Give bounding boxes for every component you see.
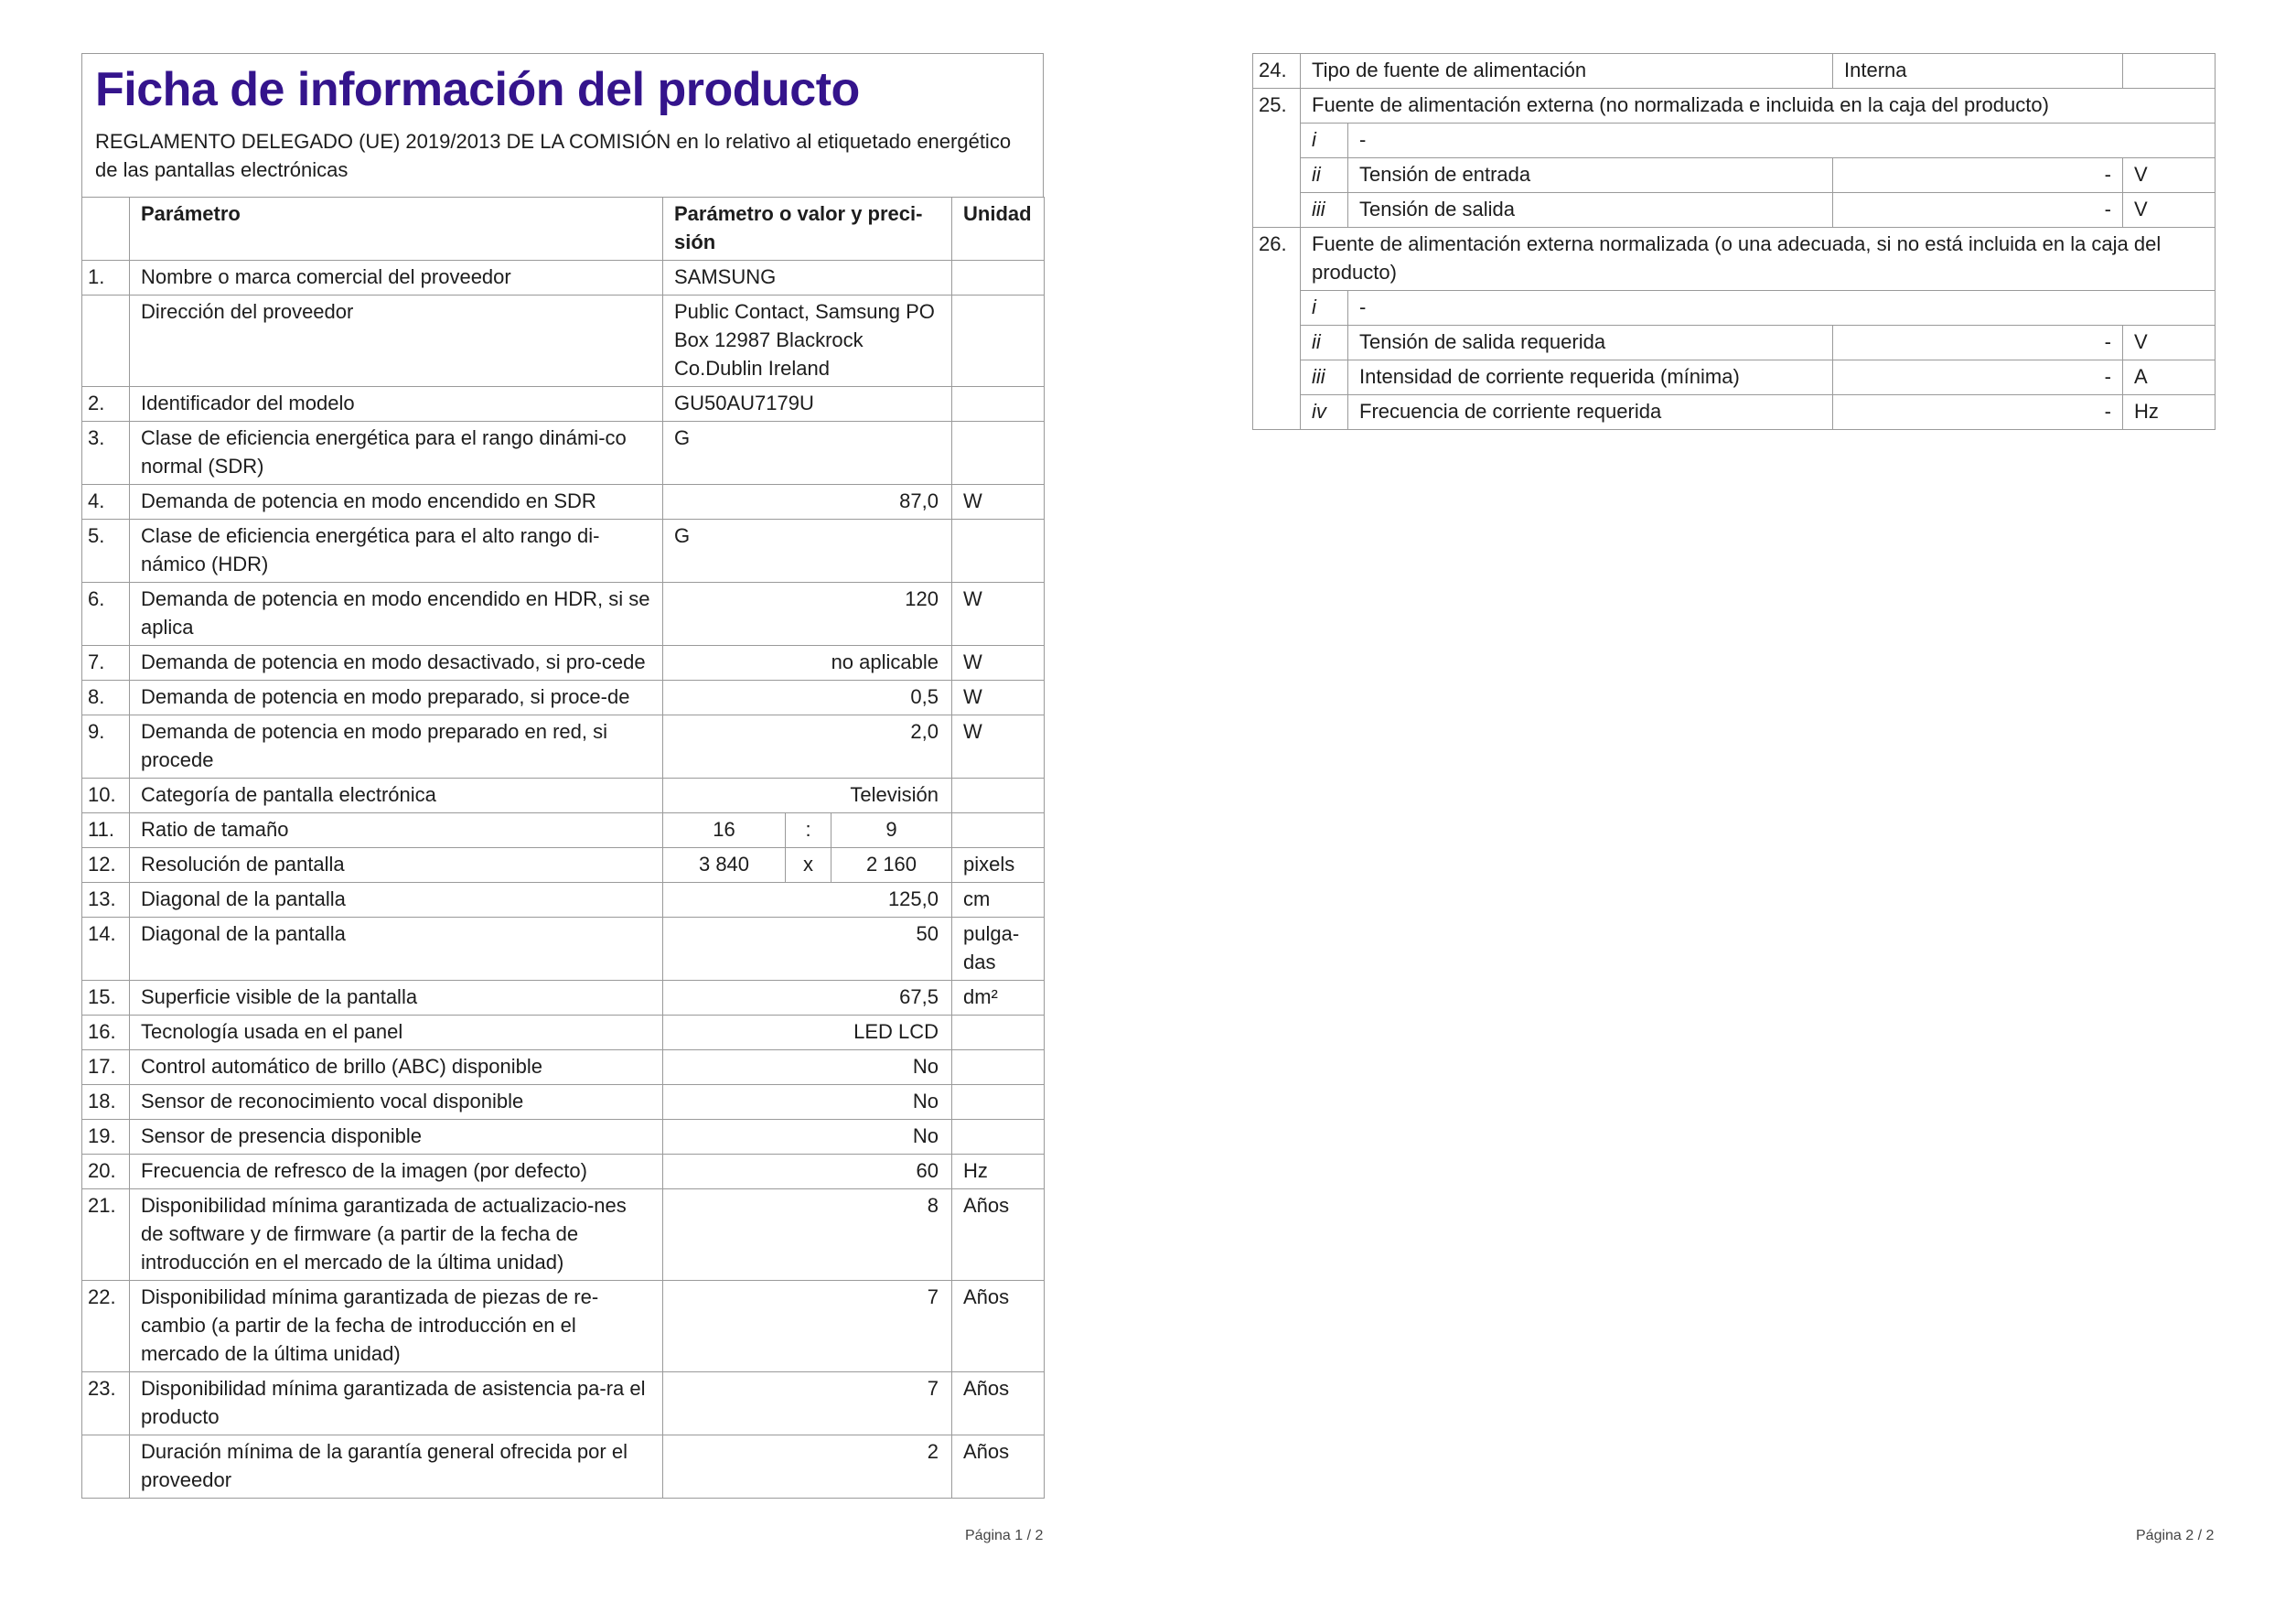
table-row xyxy=(82,1085,1045,1120)
row-number xyxy=(82,1435,130,1499)
table-header-row xyxy=(82,198,1045,261)
row-param: Superficie visible de la pantalla xyxy=(130,981,663,1016)
sub-roman: i xyxy=(1301,291,1348,326)
row-param: Control automático de brillo (ABC) disponible xyxy=(130,1050,663,1085)
row-param: Sensor de presencia disponible xyxy=(130,1120,663,1155)
sub-roman: ii xyxy=(1301,326,1348,360)
sub-row xyxy=(1253,326,2216,360)
table-row xyxy=(82,485,1045,520)
regulation-subtitle: REGLAMENTO DELEGADO (UE) 2019/2013 DE LA COMISIÓN en lo relativo al etiquetado energético de las pantallas electrónicas xyxy=(95,130,1012,181)
table-row xyxy=(82,1372,1045,1435)
sub-row xyxy=(1253,360,2216,395)
row-unit xyxy=(952,779,1045,813)
row-param: Ratio de tamaño xyxy=(130,813,663,848)
row-unit xyxy=(2123,54,2216,89)
row-value-a: 16 xyxy=(663,813,786,848)
table-row xyxy=(1253,89,2216,124)
row-value: 87,0 xyxy=(663,485,952,520)
page-title: Ficha de información del producto xyxy=(95,63,860,116)
row-param: Disponibilidad mínima garantizada de actualizacio-nes de software y de firmware (a partir de la fecha de introducción en el mercado de la última unidad) xyxy=(130,1189,663,1281)
row-param: Demanda de potencia en modo desactivado, si pro-cede xyxy=(130,646,663,681)
table-row xyxy=(82,883,1045,918)
row-value: Televisión xyxy=(663,779,952,813)
sub-param: Tensión de salida requerida xyxy=(1348,326,1833,360)
row-value: SAMSUNG xyxy=(663,261,952,296)
table-row xyxy=(82,261,1045,296)
row-unit: cm xyxy=(952,883,1045,918)
row-number: 7. xyxy=(82,646,130,681)
row-number: 24. xyxy=(1253,54,1301,89)
table-row xyxy=(82,918,1045,981)
row-param: Disponibilidad mínima garantizada de piezas de re-cambio (a partir de la fecha de introducción en el mercado de la última unidad) xyxy=(130,1281,663,1372)
row-param: Duración mínima de la garantía general ofrecida por el proveedor xyxy=(130,1435,663,1499)
row-unit xyxy=(952,1120,1045,1155)
sub-unit: V xyxy=(2123,158,2216,193)
row-unit xyxy=(952,1016,1045,1050)
row-number: 11. xyxy=(82,813,130,848)
row-number: 16. xyxy=(82,1016,130,1050)
sub-param: - xyxy=(1348,291,2216,326)
page-1 xyxy=(81,53,1044,1499)
row-unit: Años xyxy=(952,1189,1045,1281)
row-unit: pulga-das xyxy=(952,918,1045,981)
row-value: G xyxy=(663,422,952,485)
sub-param: Tensión de salida xyxy=(1348,193,1833,228)
row-value: No xyxy=(663,1120,952,1155)
table-row xyxy=(82,981,1045,1016)
row-number: 8. xyxy=(82,681,130,715)
row-unit: Años xyxy=(952,1372,1045,1435)
row-number: 3. xyxy=(82,422,130,485)
sub-roman: iii xyxy=(1301,360,1348,395)
sub-unit: Hz xyxy=(2123,395,2216,430)
table-row xyxy=(1253,54,2216,89)
row-number: 5. xyxy=(82,520,130,583)
sub-row xyxy=(1253,124,2216,158)
table-row xyxy=(82,813,1045,848)
row-param: Resolución de pantalla xyxy=(130,848,663,883)
row-param: Tipo de fuente de alimentación xyxy=(1301,54,1833,89)
row-param: Diagonal de la pantalla xyxy=(130,918,663,981)
row-param: Nombre o marca comercial del proveedor xyxy=(130,261,663,296)
table-body-2 xyxy=(1253,54,2216,430)
table-row xyxy=(82,1050,1045,1085)
row-unit xyxy=(952,520,1045,583)
row-unit xyxy=(952,422,1045,485)
row-value: 7 xyxy=(663,1281,952,1372)
title-box xyxy=(81,53,1044,197)
page-number-2: Página 2 / 2 xyxy=(2136,1528,2215,1543)
row-param: Sensor de reconocimiento vocal disponible xyxy=(130,1085,663,1120)
sub-roman: i xyxy=(1301,124,1348,158)
row-param: Disponibilidad mínima garantizada de asistencia pa-ra el producto xyxy=(130,1372,663,1435)
sub-unit: V xyxy=(2123,193,2216,228)
table-row xyxy=(82,646,1045,681)
row-param: Tecnología usada en el panel xyxy=(130,1016,663,1050)
page-2 xyxy=(1252,53,2215,430)
sub-unit: A xyxy=(2123,360,2216,395)
sub-value: - xyxy=(1833,158,2123,193)
table-row xyxy=(82,520,1045,583)
row-unit: pixels xyxy=(952,848,1045,883)
row-unit: Años xyxy=(952,1281,1045,1372)
table-row xyxy=(82,1281,1045,1372)
row-number: 23. xyxy=(82,1372,130,1435)
row-param: Frecuencia de refresco de la imagen (por defecto) xyxy=(130,1155,663,1189)
row-number: 20. xyxy=(82,1155,130,1189)
table-row xyxy=(1253,228,2216,291)
row-unit xyxy=(952,1050,1045,1085)
row-number: 17. xyxy=(82,1050,130,1085)
row-value: 60 xyxy=(663,1155,952,1189)
row-value: Interna xyxy=(1833,54,2123,89)
table-row xyxy=(82,1120,1045,1155)
table-row xyxy=(82,1189,1045,1281)
row-param: Demanda de potencia en modo preparado en red, si procede xyxy=(130,715,663,779)
section-heading: Fuente de alimentación externa (no normalizada e incluida en la caja del producto) xyxy=(1301,89,2216,124)
row-unit xyxy=(952,387,1045,422)
table-row xyxy=(82,848,1045,883)
row-param: Clase de eficiencia energética para el alto rango di-námico (HDR) xyxy=(130,520,663,583)
row-unit: W xyxy=(952,583,1045,646)
sub-param: Tensión de entrada xyxy=(1348,158,1833,193)
sub-row xyxy=(1253,158,2216,193)
row-unit xyxy=(952,296,1045,387)
row-number: 4. xyxy=(82,485,130,520)
row-number: 15. xyxy=(82,981,130,1016)
sub-unit: V xyxy=(2123,326,2216,360)
header-unit: Unidad xyxy=(952,198,1045,261)
row-number: 10. xyxy=(82,779,130,813)
row-value: No xyxy=(663,1085,952,1120)
page-number-1: Página 1 / 2 xyxy=(965,1528,1044,1543)
row-value-b: 2 160 xyxy=(831,848,952,883)
row-unit: W xyxy=(952,715,1045,779)
row-number: 21. xyxy=(82,1189,130,1281)
row-value: LED LCD xyxy=(663,1016,952,1050)
table-row xyxy=(82,681,1045,715)
sub-row xyxy=(1253,193,2216,228)
row-number: 25. xyxy=(1253,89,1301,228)
row-unit: Hz xyxy=(952,1155,1045,1189)
table-row xyxy=(82,422,1045,485)
row-param: Diagonal de la pantalla xyxy=(130,883,663,918)
row-number: 14. xyxy=(82,918,130,981)
row-unit xyxy=(952,261,1045,296)
row-value-separator: x xyxy=(786,848,831,883)
row-unit: W xyxy=(952,646,1045,681)
row-value: 125,0 xyxy=(663,883,952,918)
table-row xyxy=(82,715,1045,779)
header-param: Parámetro xyxy=(130,198,663,261)
row-number: 12. xyxy=(82,848,130,883)
sub-value: - xyxy=(1833,395,2123,430)
row-number xyxy=(82,296,130,387)
row-param: Clase de eficiencia energética para el rango dinámi-co normal (SDR) xyxy=(130,422,663,485)
row-param: Demanda de potencia en modo encendido en HDR, si se aplica xyxy=(130,583,663,646)
sub-roman: iv xyxy=(1301,395,1348,430)
row-value: 8 xyxy=(663,1189,952,1281)
row-unit: W xyxy=(952,485,1045,520)
sub-param: Frecuencia de corriente requerida xyxy=(1348,395,1833,430)
row-value: no aplicable xyxy=(663,646,952,681)
row-value: 0,5 xyxy=(663,681,952,715)
row-number: 6. xyxy=(82,583,130,646)
row-value-separator: : xyxy=(786,813,831,848)
table-row xyxy=(82,779,1045,813)
row-value: Public Contact, Samsung PO Box 12987 Blackrock Co.Dublin Ireland xyxy=(663,296,952,387)
row-param: Categoría de pantalla electrónica xyxy=(130,779,663,813)
sub-param: - xyxy=(1348,124,2216,158)
sub-value: - xyxy=(1833,193,2123,228)
header-value: Parámetro o valor y preci-sión xyxy=(663,198,952,261)
table-body xyxy=(82,261,1045,1499)
row-value: 2 xyxy=(663,1435,952,1499)
table-row xyxy=(82,1155,1045,1189)
sub-row xyxy=(1253,291,2216,326)
row-param: Demanda de potencia en modo encendido en SDR xyxy=(130,485,663,520)
table-row xyxy=(82,1016,1045,1050)
row-number: 9. xyxy=(82,715,130,779)
row-number: 1. xyxy=(82,261,130,296)
row-unit: dm² xyxy=(952,981,1045,1016)
row-value: 120 xyxy=(663,583,952,646)
row-value: 67,5 xyxy=(663,981,952,1016)
table-row xyxy=(82,387,1045,422)
row-unit xyxy=(952,813,1045,848)
power-supply-table xyxy=(1252,53,2216,430)
row-param: Identificador del modelo xyxy=(130,387,663,422)
table-row xyxy=(82,1435,1045,1499)
section-heading: Fuente de alimentación externa normalizada (o una adecuada, si no está incluida en la caja del producto) xyxy=(1301,228,2216,291)
sub-row xyxy=(1253,395,2216,430)
row-number: 18. xyxy=(82,1085,130,1120)
row-number: 22. xyxy=(82,1281,130,1372)
sub-roman: ii xyxy=(1301,158,1348,193)
row-param: Dirección del proveedor xyxy=(130,296,663,387)
table-row xyxy=(82,296,1045,387)
row-unit: Años xyxy=(952,1435,1045,1499)
row-value: G xyxy=(663,520,952,583)
row-unit xyxy=(952,1085,1045,1120)
row-param: Demanda de potencia en modo preparado, si proce-de xyxy=(130,681,663,715)
product-info-table xyxy=(81,197,1045,1499)
row-unit: W xyxy=(952,681,1045,715)
row-value: 7 xyxy=(663,1372,952,1435)
table-row xyxy=(82,583,1045,646)
row-value: 50 xyxy=(663,918,952,981)
sub-value: - xyxy=(1833,360,2123,395)
sub-value: - xyxy=(1833,326,2123,360)
row-value-a: 3 840 xyxy=(663,848,786,883)
row-number: 13. xyxy=(82,883,130,918)
sub-roman: iii xyxy=(1301,193,1348,228)
row-number: 19. xyxy=(82,1120,130,1155)
row-value: No xyxy=(663,1050,952,1085)
row-value-b: 9 xyxy=(831,813,952,848)
header-number xyxy=(82,198,130,261)
row-number: 2. xyxy=(82,387,130,422)
row-value: GU50AU7179U xyxy=(663,387,952,422)
row-value: 2,0 xyxy=(663,715,952,779)
row-number: 26. xyxy=(1253,228,1301,430)
sub-param: Intensidad de corriente requerida (mínima) xyxy=(1348,360,1833,395)
